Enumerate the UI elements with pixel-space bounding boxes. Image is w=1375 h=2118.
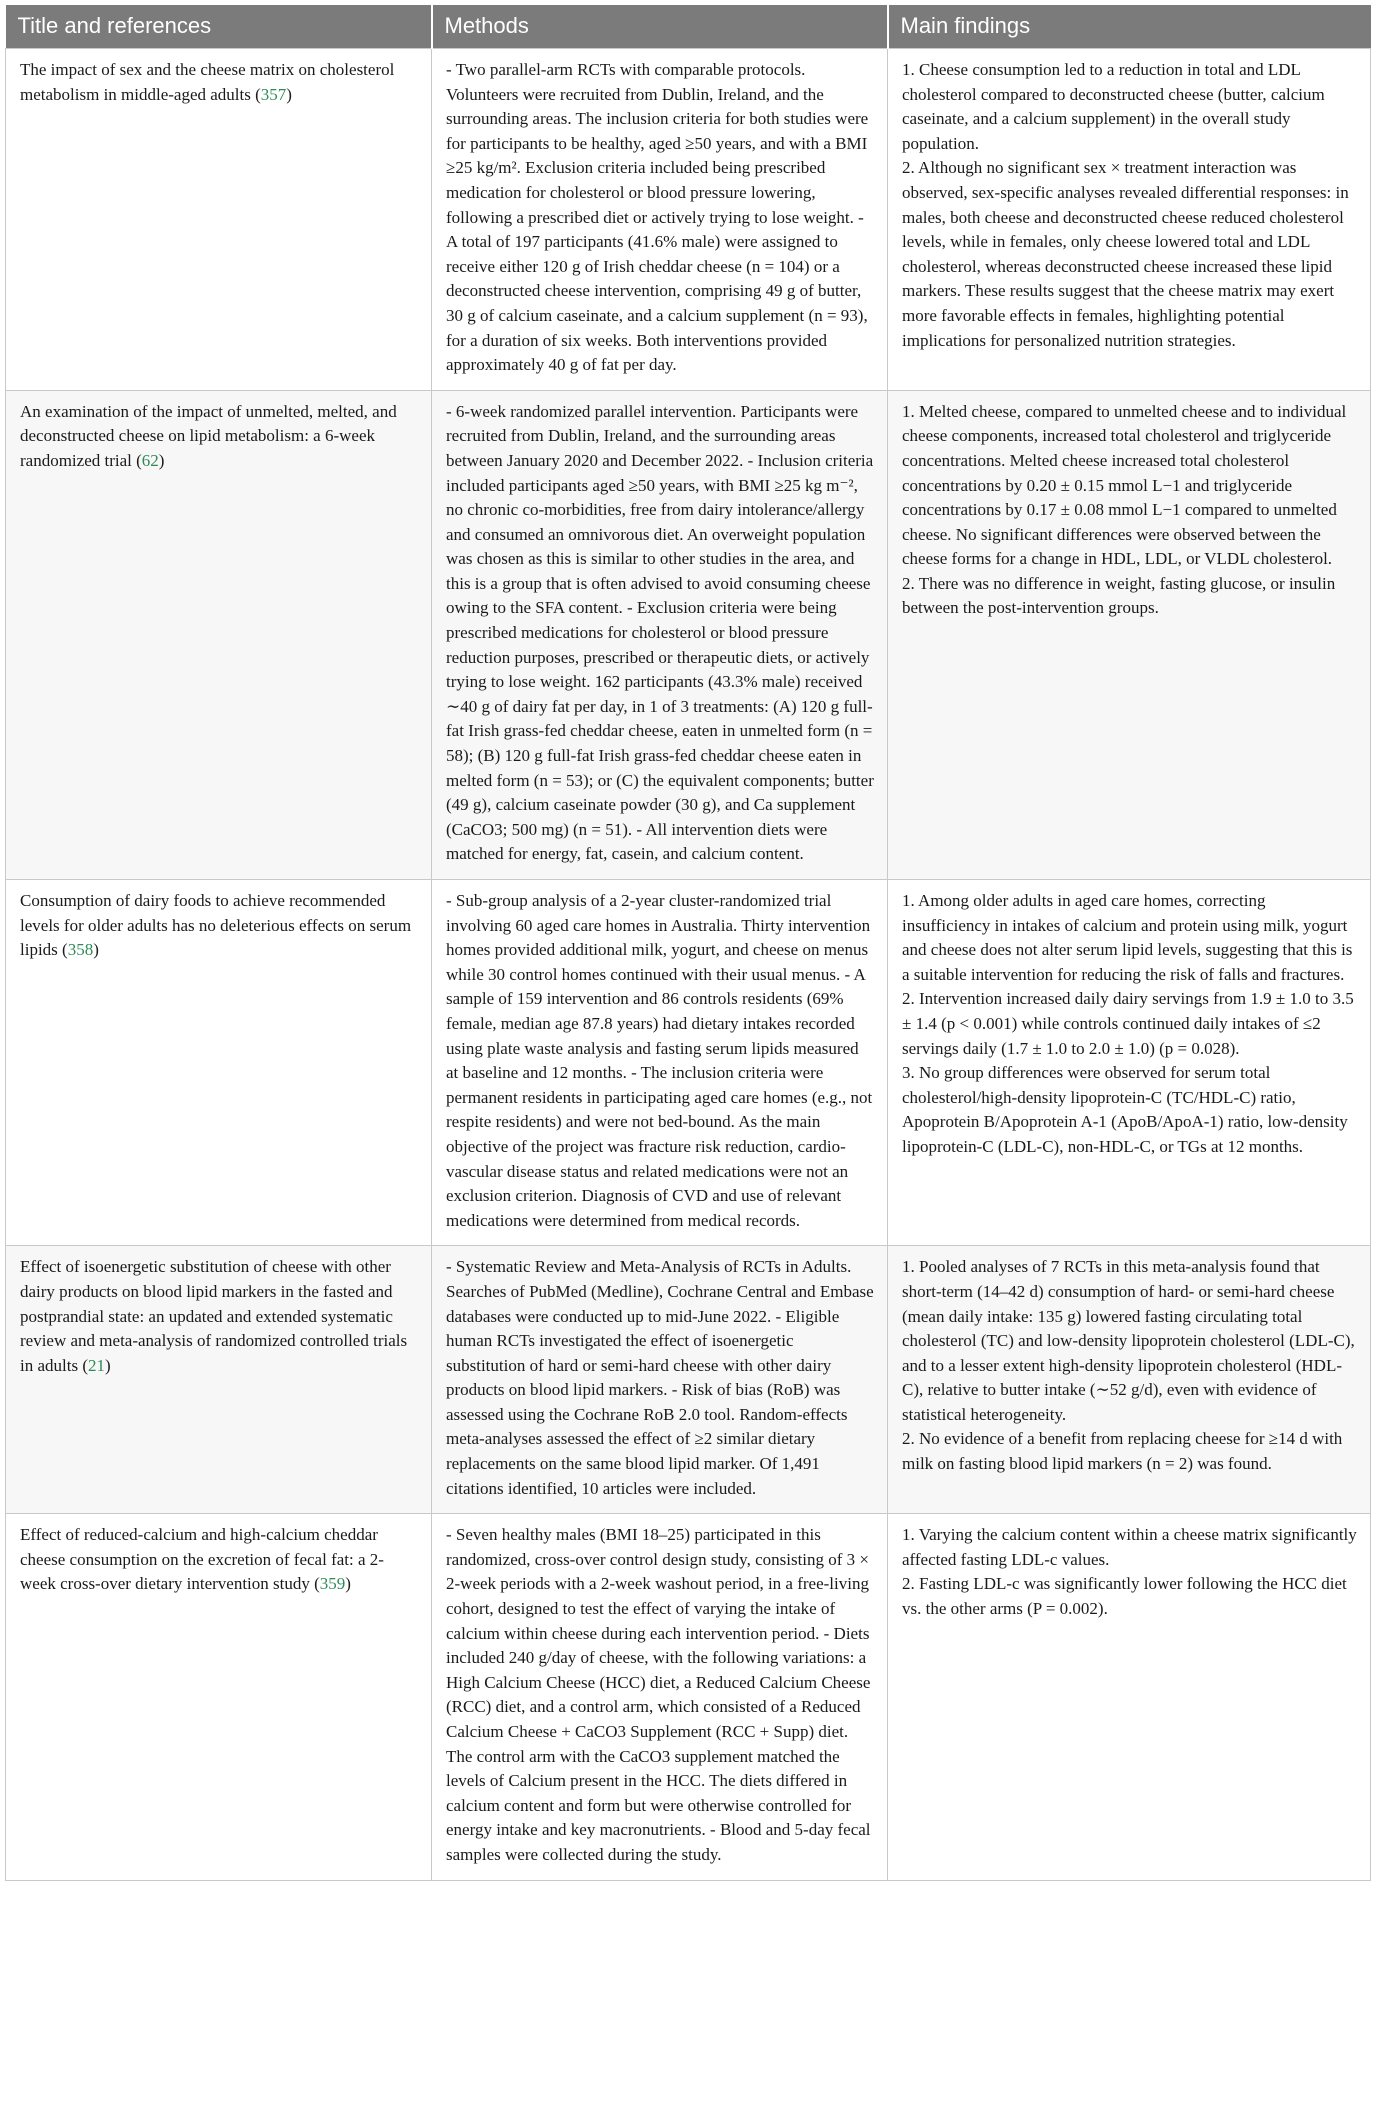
table-row — [6, 1246, 1371, 1514]
finding-item: 2. Intervention increased daily dairy servings from 1.9 ± 1.0 to 3.5 ± 1.4 (p < 0.001) while controls continued daily intakes of ≤2 servings daily (1.7 ± 1.0 to 2.0 ± 1.0) (p = 0.028). — [902, 989, 1354, 1058]
reference-link[interactable]: 62 — [141, 450, 159, 470]
table-row — [6, 1514, 1371, 1880]
findings-cell — [888, 1514, 1371, 1880]
finding-item: 1. Pooled analyses of 7 RCTs in this meta-analysis found that short-term (14–42 d) consumption of hard- or semi-hard cheese (mean daily intake: 135 g) lowered fasting circulating total cholesterol (TC) and low-density lipoprotein cholesterol (LDL-C), and to a lesser extent high-density lipoprotein cholesterol (HDL-C), relative to butter intake (∼52 g/d), even with evidence of statistical heterogeneity. — [902, 1257, 1355, 1424]
reference-link[interactable]: 21 — [88, 1355, 106, 1375]
finding-item: 1. Melted cheese, compared to unmelted cheese and to individual cheese components, increased total cholesterol and triglyceride concentrations. Melted cheese increased total cholesterol concentrations by 0.20 ± 0.15 mmol L−1 and triglyceride concentrations by 0.17 ± 0.08 mmol L−1 compared to unmelted cheese. No significant differences were observed between the cheese forms for a change in HDL, LDL, or VLDL cholesterol. — [902, 401, 1347, 569]
table-row — [6, 390, 1371, 879]
reference-link[interactable]: 358 — [67, 940, 94, 960]
study-title: The impact of sex and the cheese matrix on cholesterol metabolism in middle-aged adults — [20, 60, 395, 104]
finding-item: 3. No group differences were observed for serum total cholesterol/high-density lipoprotein-C (TC/HDL-C) ratio, Apoprotein B/Apoprotein A-1 (ApoB/ApoA-1) ratio, low-density lipoprotein-C (LDL-C), non-HDL-C, or TGs at 12 months. — [902, 1063, 1348, 1156]
header-title-references: Title and references — [6, 5, 432, 49]
findings-cell — [888, 1246, 1371, 1514]
table-row — [6, 49, 1371, 391]
study-title: Effect of reduced-calcium and high-calcium cheddar cheese consumption on the excretion of fecal fat: a 2-week cross-over dietary intervention study — [20, 1525, 384, 1594]
title-cell: An examination of the impact of unmelted, melted, and deconstructed cheese on lipid metabolism: a 6-week randomized trial (62) — [6, 390, 432, 879]
study-title: An examination of the impact of unmelted, melted, and deconstructed cheese on lipid metabolism: a 6-week randomized trial — [20, 401, 397, 470]
table-header — [6, 5, 1371, 49]
reference-link[interactable]: 357 — [260, 84, 287, 104]
header-row — [6, 5, 1371, 49]
findings-cell — [888, 49, 1371, 391]
study-title: Effect of isoenergetic substitution of cheese with other dairy products on blood lipid markers in the fasted and postprandial state: an updated and extended systematic review and meta-analysis of randomized controlled trials in adults — [20, 1257, 408, 1375]
findings-cell — [888, 880, 1371, 1246]
finding-item: 1. Varying the calcium content within a cheese matrix significantly affected fasting LDL-c values. — [902, 1525, 1357, 1569]
header-methods: Methods — [432, 5, 888, 49]
title-cell: Effect of isoenergetic substitution of cheese with other dairy products on blood lipid markers in the fasted and postprandial state: an updated and extended systematic review and meta-analysis of randomized controlled trials in adults (21) — [6, 1246, 432, 1514]
reference-link[interactable]: 359 — [319, 1574, 346, 1594]
header-main-findings: Main findings — [888, 5, 1371, 49]
findings-table-container — [5, 5, 1370, 1881]
finding-item: 2. There was no difference in weight, fasting glucose, or insulin between the post-intervention groups. — [902, 573, 1336, 618]
methods-cell: - 6-week randomized parallel intervention. Participants were recruited from Dublin, Ireland, and the surrounding areas between January 2020 and December 2022. - Inclusion criteria included participants aged ≥50 years, with BMI ≥25 kg m⁻², no chronic co-morbidities, free from dairy intolerance/allergy and consumed an omnivorous diet. An overweight population was chosen as this is similar to other studies in the area, and this is a group that is often advised to avoid consuming cheese owing to the SFA content. - Exclusion criteria were being prescribed medications for cholesterol or blood pressure reduction purposes, prescribed or therapeutic diets, or actively trying to lose weight. 162 participants (43.3% male) received ∼40 g of dairy fat per day, in 1 of 3 treatments: (A) 120 g full-fat Irish grass-fed cheddar cheese, eaten in unmelted form (n = 58); (B) 120 g full-fat Irish grass-fed cheddar cheese eaten in melted form (n = 53); or (C) the equivalent components; butter (49 g), calcium caseinate powder (30 g), and Ca supplement (CaCO3; 500 mg) (n = 51). - All intervention diets were matched for energy, fat, casein, and calcium content. — [432, 390, 888, 879]
methods-cell: - Sub-group analysis of a 2-year cluster-randomized trial involving 60 aged care homes in Australia. Thirty intervention homes provided additional milk, yogurt, and cheese on menus while 30 control homes continued with their usual menus. - A sample of 159 intervention and 86 controls residents (69% female, median age 87.8 years) had dietary intakes recorded using plate waste analysis and fasting serum lipids measured at baseline and 12 months. - The inclusion criteria were permanent residents in participating aged care homes (e.g., not respite residents) and were not bed-bound. As the main objective of the project was fracture risk reduction, cardio-vascular disease status and related medications were not an exclusion criterion. Diagnosis of CVD and use of relevant medications were determined from medical records. — [432, 880, 888, 1246]
title-cell: Consumption of dairy foods to achieve recommended levels for older adults has no deleterious effects on serum lipids (358) — [6, 880, 432, 1246]
finding-item: 2. No evidence of a benefit from replacing cheese for ≥14 d with milk on fasting blood lipid markers (n = 2) was found. — [902, 1429, 1343, 1474]
finding-item: 1. Among older adults in aged care homes, correcting insufficiency in intakes of calcium and protein using milk, yogurt and cheese does not alter serum lipid levels, suggesting that this is a suitable intervention for reducing the risk of falls and fractures. — [902, 891, 1353, 984]
methods-cell: - Seven healthy males (BMI 18–25) participated in this randomized, cross-over control design study, consisting of 3 × 2-week periods with a 2-week washout period, in a free-living cohort, designed to test the effect of varying the intake of calcium within cheese during each intervention period. - Diets included 240 g/day of cheese, with the following variations: a High Calcium Cheese (HCC) diet, a Reduced Calcium Cheese (RCC) diet, and a control arm, which consisted of a Reduced Calcium Cheese + CaCO3 Supplement (RCC + Supp) diet. The control arm with the CaCO3 supplement matched the levels of Calcium present in the HCC. The diets differed in calcium content and form but were otherwise controlled for energy intake and key macronutrients. - Blood and 5-day fecal samples were collected during the study. — [432, 1514, 888, 1880]
table-body — [6, 49, 1371, 1881]
study-title: Consumption of dairy foods to achieve recommended levels for older adults has no deleterious effects on serum lipids — [20, 891, 412, 960]
finding-item: 2. Fasting LDL-c was significantly lower following the HCC diet vs. the other arms (P = 0.002). — [902, 1574, 1347, 1619]
finding-item: 1. Cheese consumption led to a reduction in total and LDL cholesterol compared to deconstructed cheese (butter, calcium caseinate, and a calcium supplement) in the overall study population. — [902, 60, 1325, 153]
methods-cell: - Systematic Review and Meta-Analysis of RCTs in Adults. Searches of PubMed (Medline), Cochrane Central and Embase databases were conducted up to mid-June 2022. - Eligible human RCTs investigated the effect of isoenergetic substitution of hard or semi-hard cheese with other dairy products on blood lipid markers. - Risk of bias (RoB) was assessed using the Cochrane RoB 2.0 tool. Random-effects meta-analyses assessed the effect of ≥2 similar dietary replacements on the same blood lipid marker. Of 1,491 citations identified, 10 articles were included. — [432, 1246, 888, 1514]
table-row — [6, 880, 1371, 1246]
findings-table — [5, 5, 1371, 1881]
title-cell: The impact of sex and the cheese matrix on cholesterol metabolism in middle-aged adults (357) — [6, 49, 432, 391]
finding-item: 2. Although no significant sex × treatment interaction was observed, sex-specific analyses revealed differential responses: in males, both cheese and deconstructed cheese reduced cholesterol levels, while in females, only cheese lowered total and LDL cholesterol, whereas deconstructed cheese increased these lipid markers. These results suggest that the cheese matrix may exert more favorable effects in females, highlighting potential implications for personalized nutrition strategies. — [902, 158, 1349, 350]
methods-cell: - Two parallel-arm RCTs with comparable protocols. Volunteers were recruited from Dublin, Ireland, and the surrounding areas. The inclusion criteria for both studies were for participants to be healthy, aged ≥50 years, and with a BMI ≥25 kg/m². Exclusion criteria included being prescribed medication for cholesterol or blood pressure lowering, following a prescribed diet or actively trying to lose weight. - A total of 197 participants (41.6% male) were assigned to receive either 120 g of Irish cheddar cheese (n = 104) or a deconstructed cheese intervention, comprising 49 g of butter, 30 g of calcium caseinate, and a calcium supplement (n = 93), for a duration of six weeks. Both interventions provided approximately 40 g of fat per day. — [432, 49, 888, 391]
title-cell: Effect of reduced-calcium and high-calcium cheddar cheese consumption on the excretion of fecal fat: a 2-week cross-over dietary intervention study (359) — [6, 1514, 432, 1880]
findings-cell — [888, 390, 1371, 879]
